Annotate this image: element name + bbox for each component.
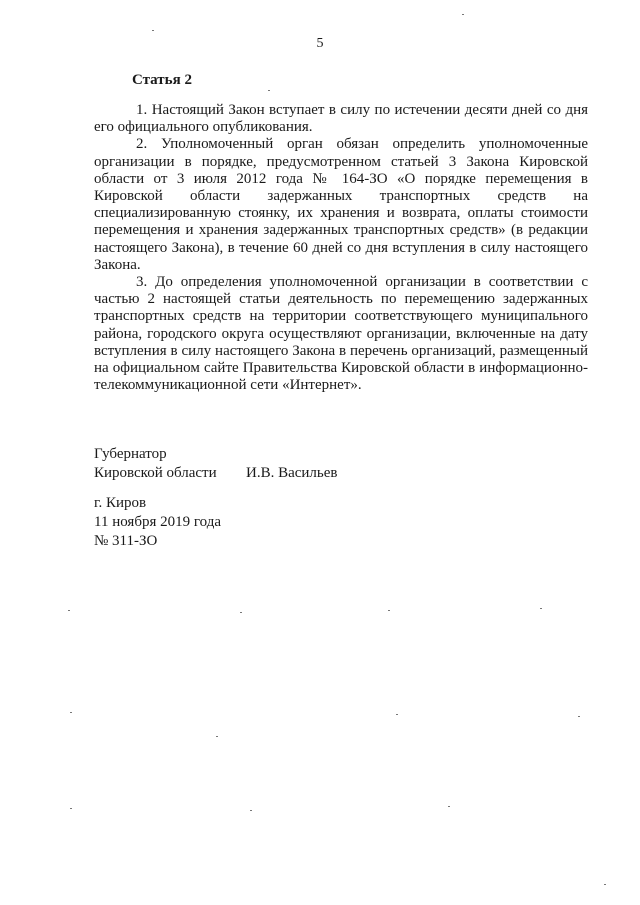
scan-speck — [70, 808, 72, 809]
scan-speck — [268, 90, 270, 91]
issue-details — [94, 494, 221, 551]
signatory-organization: Кировской области — [94, 465, 217, 481]
scan-speck — [388, 610, 390, 611]
page-number: 5 — [316, 36, 324, 51]
scan-speck — [448, 806, 450, 807]
scan-speck — [462, 14, 464, 15]
scan-speck — [396, 714, 398, 715]
signatory-row — [94, 464, 338, 483]
signature-block — [94, 445, 338, 483]
article-paragraph-2: 2. Уполномоченный орган обязан определить уполномоченные организации в порядке, предусмотренном статьей 3 Закона Кировской области от 3 июля 2012 года № 164-ЗО «О порядке перемещения в Кировской области задержанных транспортных средств на специализированную стоянку, их хранения и возврата, оплаты стоимости перемещения и хранения задержанных транспортных средств» (в редакции настоящего Закона), в течение 60 дней со дня вступления в силу настоящего Закона. — [94, 136, 588, 273]
article-paragraph-1: 1. Настоящий Закон вступает в силу по истечении десяти дней со дня его официального опубликования. — [94, 102, 588, 136]
scan-speck — [216, 736, 218, 737]
scan-speck — [70, 712, 72, 713]
law-number: № 311-ЗО — [94, 533, 158, 549]
article-body — [94, 102, 588, 394]
scan-speck — [152, 30, 154, 31]
issue-place: г. Киров — [94, 495, 147, 511]
issue-date: 11 ноября 2019 года — [94, 514, 222, 530]
signatory-name: И.В. Васильев — [246, 465, 338, 481]
scan-speck — [604, 884, 606, 885]
scan-speck — [540, 608, 542, 609]
scan-speck — [578, 716, 580, 717]
scan-speck — [68, 610, 70, 611]
scan-speck — [250, 810, 252, 811]
article-heading: Статья 2 — [132, 72, 192, 88]
article-paragraph-3: 3. До определения уполномоченной организации в соответствии с частью 2 настоящей статьи деятельность по перемещению задержанных транспортных средств на территории соответствующего муниципального района, городского округа осуществляют организации, включенные на дату вступления в силу настоящего Закона в перечень организаций, размещенный на официальном сайте Правительства Кировской области в информационно-телекоммуникационной сети «Интернет». — [94, 274, 588, 394]
signatory-title: Губернатор — [94, 446, 167, 462]
scan-speck — [240, 612, 242, 613]
